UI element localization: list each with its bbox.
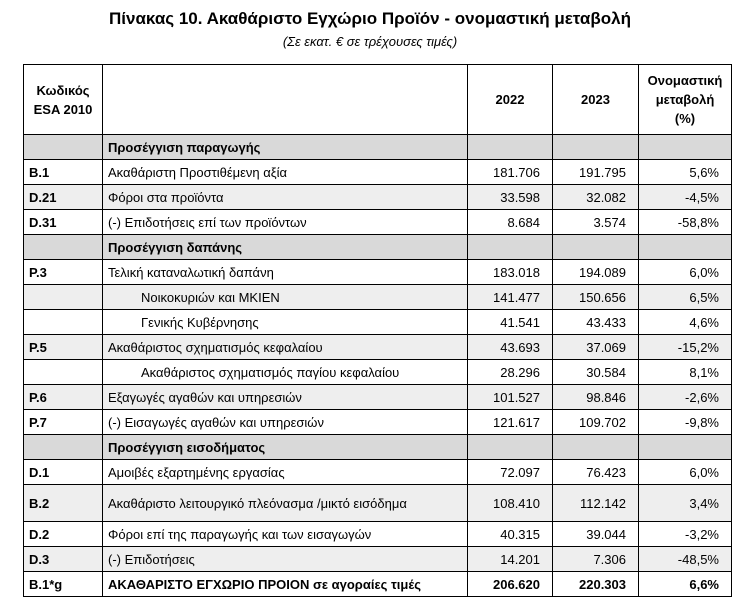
row-code: P.3: [24, 260, 103, 285]
row-code: D.2: [24, 522, 103, 547]
value-2022: [468, 435, 553, 460]
table-row: [24, 210, 732, 235]
section-label: Προσέγγιση δαπάνης: [103, 235, 468, 260]
header-2022: 2022: [468, 65, 553, 135]
table-header-row: [24, 65, 732, 135]
value-change: 6,5%: [639, 285, 732, 310]
value-2023: 3.574: [553, 210, 639, 235]
header-description: [103, 65, 468, 135]
value-2022: 14.201: [468, 547, 553, 572]
value-2022: 181.706: [468, 160, 553, 185]
value-2023: 220.303: [553, 572, 639, 597]
value-2023: 30.584: [553, 360, 639, 385]
value-change: [639, 235, 732, 260]
row-code: D.21: [24, 185, 103, 210]
value-change: 8,1%: [639, 360, 732, 385]
value-2022: 8.684: [468, 210, 553, 235]
value-2022: [468, 135, 553, 160]
table-row: [24, 310, 732, 335]
section-label: Προσέγγιση εισοδήματος: [103, 435, 468, 460]
value-change: 6,0%: [639, 260, 732, 285]
value-2023: 109.702: [553, 410, 639, 435]
value-2023: 191.795: [553, 160, 639, 185]
table-row: [24, 485, 732, 522]
row-label: Νοικοκυριών και ΜΚΙΕΝ: [103, 285, 468, 310]
row-code: P.6: [24, 385, 103, 410]
value-2023: 7.306: [553, 547, 639, 572]
table-row: [24, 410, 732, 435]
table-row: [24, 260, 732, 285]
value-change: -58,8%: [639, 210, 732, 235]
value-2022: 183.018: [468, 260, 553, 285]
value-change: -48,5%: [639, 547, 732, 572]
value-2023: [553, 235, 639, 260]
value-change: -9,8%: [639, 410, 732, 435]
header-change: Ονομαστική μεταβολή (%): [639, 65, 732, 135]
header-2023: 2023: [553, 65, 639, 135]
table-row: [24, 522, 732, 547]
value-2022: 28.296: [468, 360, 553, 385]
value-2023: 98.846: [553, 385, 639, 410]
row-code: B.1: [24, 160, 103, 185]
value-change: 6,0%: [639, 460, 732, 485]
value-change: [639, 135, 732, 160]
row-label: (-) Επιδοτήσεις επί των προϊόντων: [103, 210, 468, 235]
value-2022: 43.693: [468, 335, 553, 360]
value-change: 5,6%: [639, 160, 732, 185]
value-change: -3,2%: [639, 522, 732, 547]
value-2022: 108.410: [468, 485, 553, 522]
section-label: Προσέγγιση παραγωγής: [103, 135, 468, 160]
table-row: [24, 185, 732, 210]
row-code: P.5: [24, 335, 103, 360]
row-label: Εξαγωγές αγαθών και υπηρεσιών: [103, 385, 468, 410]
row-label: Αμοιβές εξαρτημένης εργασίας: [103, 460, 468, 485]
table-row: [24, 360, 732, 385]
row-label: (-) Επιδοτήσεις: [103, 547, 468, 572]
value-change: 3,4%: [639, 485, 732, 522]
table-title: Πίνακας 10. Ακαθάριστο Εγχώριο Προϊόν - ονομαστική μεταβολή: [109, 9, 631, 28]
table-row: [24, 460, 732, 485]
row-code: [24, 310, 103, 335]
value-2022: 121.617: [468, 410, 553, 435]
row-label: Ακαθάριστο λειτουργικό πλεόνασμα /μικτό εισόδημα: [103, 485, 468, 522]
row-label: (-) Εισαγωγές αγαθών και υπηρεσιών: [103, 410, 468, 435]
row-label: Τελική καταναλωτική δαπάνη: [103, 260, 468, 285]
value-2022: [468, 235, 553, 260]
value-change: 6,6%: [639, 572, 732, 597]
row-code: D.1: [24, 460, 103, 485]
table-row: [24, 335, 732, 360]
value-2023: 39.044: [553, 522, 639, 547]
value-2022: 206.620: [468, 572, 553, 597]
value-2023: 43.433: [553, 310, 639, 335]
header-code: Κωδικός ESA 2010: [24, 65, 103, 135]
row-label: ΑΚΑΘΑΡΙΣΤΟ ΕΓΧΩΡΙΟ ΠΡΟΙΟΝ σε αγοραίες τιμές: [103, 572, 468, 597]
row-label: Ακαθάριστος σχηματισμός κεφαλαίου: [103, 335, 468, 360]
value-2022: 41.541: [468, 310, 553, 335]
value-2022: 33.598: [468, 185, 553, 210]
value-2023: 76.423: [553, 460, 639, 485]
value-change: [639, 435, 732, 460]
total-row: [24, 572, 732, 597]
table-subtitle: (Σε εκατ. € σε τρέχουσες τιμές): [282, 34, 458, 49]
value-2022: 72.097: [468, 460, 553, 485]
row-code: D.3: [24, 547, 103, 572]
value-change: 4,6%: [639, 310, 732, 335]
table-row: [24, 385, 732, 410]
row-code: [24, 235, 103, 260]
row-label: Γενικής Κυβέρνησης: [103, 310, 468, 335]
table-row: [24, 285, 732, 310]
section-row-expenditure: [24, 235, 732, 260]
value-change: -4,5%: [639, 185, 732, 210]
value-2022: 40.315: [468, 522, 553, 547]
value-2023: 32.082: [553, 185, 639, 210]
section-row-income: [24, 435, 732, 460]
gdp-table: [23, 64, 732, 597]
row-code: [24, 435, 103, 460]
row-code: B.2: [24, 485, 103, 522]
section-row-production: [24, 135, 732, 160]
row-label: Ακαθάριστος σχηματισμός παγίου κεφαλαίου: [103, 360, 468, 385]
row-code: [24, 360, 103, 385]
row-code: [24, 285, 103, 310]
value-2023: [553, 135, 639, 160]
value-2022: 141.477: [468, 285, 553, 310]
value-2022: 101.527: [468, 385, 553, 410]
table-row: [24, 547, 732, 572]
value-2023: 150.656: [553, 285, 639, 310]
row-label: Φόροι επί της παραγωγής και των εισαγωγών: [103, 522, 468, 547]
row-code: D.31: [24, 210, 103, 235]
row-code: P.7: [24, 410, 103, 435]
table-row: [24, 160, 732, 185]
value-change: -2,6%: [639, 385, 732, 410]
value-2023: 194.089: [553, 260, 639, 285]
row-label: Φόροι στα προϊόντα: [103, 185, 468, 210]
value-2023: [553, 435, 639, 460]
row-label: Ακαθάριστη Προστιθέμενη αξία: [103, 160, 468, 185]
value-2023: 112.142: [553, 485, 639, 522]
row-code: B.1*g: [24, 572, 103, 597]
row-code: [24, 135, 103, 160]
value-change: -15,2%: [639, 335, 732, 360]
value-2023: 37.069: [553, 335, 639, 360]
